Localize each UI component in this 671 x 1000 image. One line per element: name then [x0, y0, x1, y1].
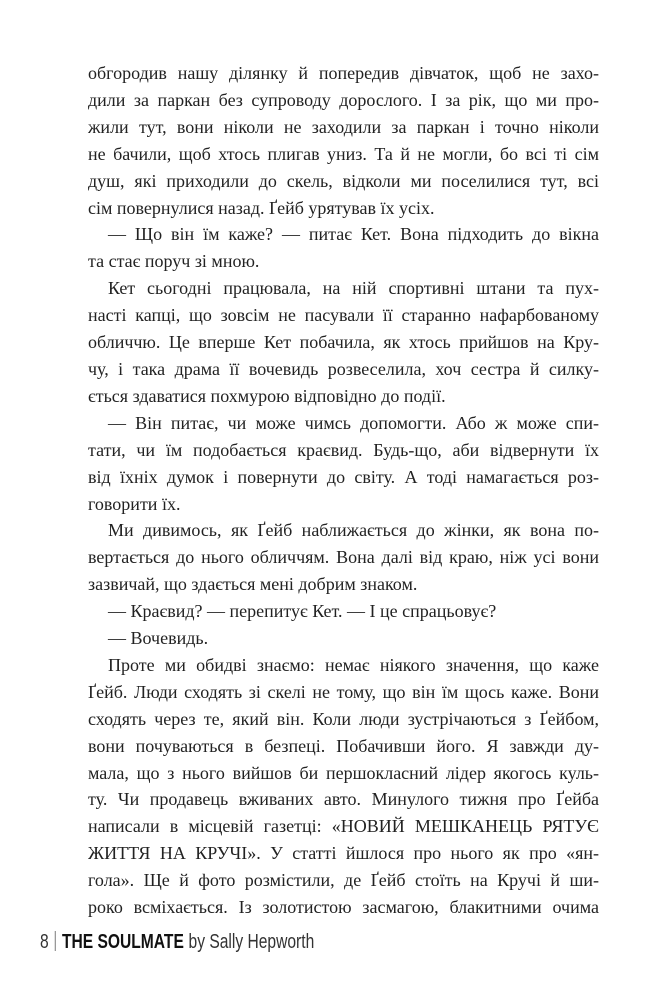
text-line: від їхніх думок і повернути до світу. А тоді намагається роз-: [88, 466, 599, 487]
text-line: — Що він їм каже? — питає Кет. Вона підходить до вікна: [108, 224, 599, 245]
text-line: Ґейб. Люди сходять зі скелі не тому, що він їм щось каже. Вони: [88, 681, 599, 702]
text-line: гола». Ще й фото розмістили, де Ґейб стоїть на Кручі й ши-: [88, 870, 599, 891]
text-line: — Він питає, чи може чимсь допомогти. Або ж може спи-: [108, 412, 599, 433]
text-line: тати, чи їм подобається краєвид. Будь-що, аби відвернути їх: [88, 439, 599, 460]
text-line: обличчю. Це вперше Кет побачила, як хтось прийшов на Кру-: [88, 332, 599, 353]
text-line: — Краєвид? — перепитує Кет. — І це спрацьовує?: [108, 601, 497, 622]
text-line: жили тут, вони ніколи не заходили за паркан і точно ніколи: [88, 116, 599, 137]
text-line: та стає поруч зі мною.: [88, 251, 260, 272]
text-line: ється здаватися похмурою відповідно до події.: [88, 385, 446, 406]
text-line: сходять через те, який він. Коли люди зустрічаються з Ґейбом,: [88, 708, 599, 729]
text-line: написали в місцевій газетці: «НОВИЙ МЕШКАНЕЦЬ РЯТУЄ: [88, 816, 599, 837]
text-line: Проте ми обидві знаємо: немає ніякого значення, що каже: [108, 654, 599, 675]
text-line: вертається до нього обличчям. Вона далі від краю, ніж усі вони: [88, 547, 599, 568]
text-line: дили за паркан без супроводу дорослого. І за рік, що ми про-: [88, 89, 599, 110]
page-number: 8: [40, 931, 49, 953]
author-byline: by Sally Hepworth: [188, 931, 315, 953]
text-line: роко всміхається. Із золотистою засмагою, блакитними очима: [88, 897, 599, 918]
page-footer: [40, 929, 532, 955]
text-line: вони почуваються в безпеці. Побачивши його. Я завжди ду-: [88, 735, 599, 756]
text-line: обгородив нашу ділянку й попередив дівчаток, щоб не захо-: [88, 63, 599, 83]
text-line: чу, і така драма її вочевидь розвеселила, хоч сестра й силку-: [88, 358, 599, 379]
footer-divider: [55, 931, 56, 951]
text-line: мала, що з нього вийшов би першокласний лідер якогось куль-: [88, 762, 599, 783]
text-line: ЖИТТЯ НА КРУЧІ». У статті йшлося про нього як про «ян-: [88, 843, 599, 864]
text-line: душ, які приходили до скель, відколи ми поселилися тут, всі: [88, 170, 599, 191]
body-text: [88, 60, 599, 921]
text-line: не бачили, щоб хтось плигав униз. Та й не могли, бо всі ті сім: [88, 143, 599, 164]
text-line: ту. Чи продавець вживаних авто. Минулого тижня про Ґейба: [88, 789, 599, 810]
text-line: Ми дивимось, як Ґейб наближається до жінки, як вона по-: [108, 520, 599, 541]
text-line: насті капці, що зовсім не пасували її старанно нафарбованому: [88, 305, 599, 326]
text-line: Кет сьогодні працювала, на ній спортивні штани та пух-: [108, 278, 599, 299]
text-line: зазвичай, що здається мені добрим знаком.: [88, 574, 418, 595]
text-line: — Вочевидь.: [108, 628, 209, 649]
text-line: сім повернулися назад. Ґейб урятував їх усіх.: [88, 197, 435, 218]
book-title: THE SOULMATE: [61, 931, 184, 953]
text-line: говорити їх.: [88, 493, 181, 514]
